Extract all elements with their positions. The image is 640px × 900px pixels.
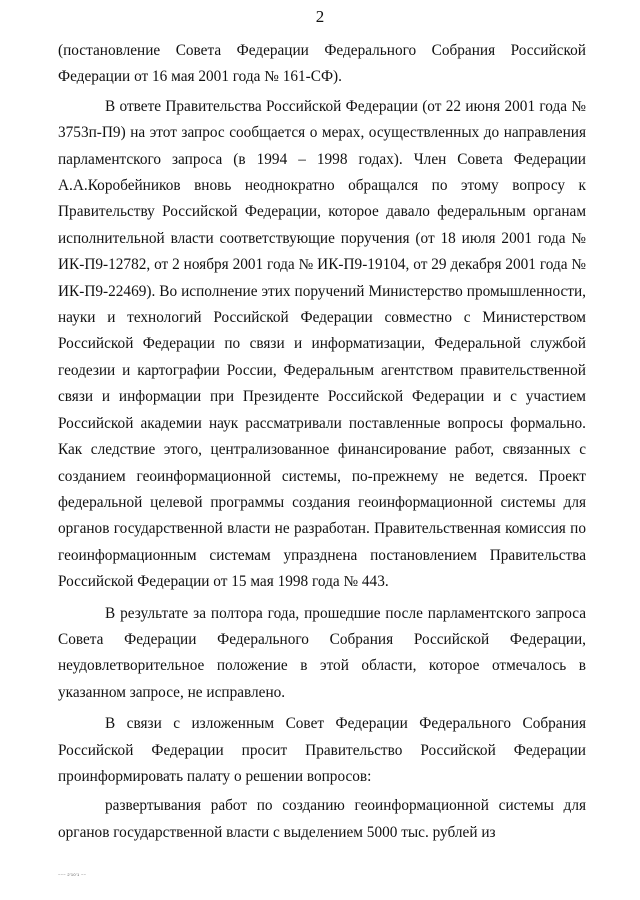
paragraph-deployment-item: развертывания работ по созданию геоинформационной системы для органов государственной власти с выделением 5000 тыс. рублей из (58, 797, 586, 841)
page-number: 2 (315, 7, 325, 26)
paragraph-resolution-reference: (постановление Совета Федерации Федерального Собрания Российской Федерации от 16 мая 2001 года № 161-СФ). (58, 42, 586, 86)
paragraph-request: В связи с изложенным Совет Федерации Федерального Собрания Российской Федерации просит Правительство Российской Федерации проинформировать палату о решении вопросов: (58, 715, 586, 785)
paragraph-government-response: В ответе Правительства Российской Федерации (от 22 июня 2001 года № 3753п-П9) на этот запрос сообщается о мерах, осуществленных до направления парламентского запроса (в 1994 – 1998 годах). Член Совета Федерации А.А.Коробейников вновь неоднократно обращался по этому вопросу к Правительству Российской Федерации, которое давало федеральным органам исполнительной власти соответствующие поручения (от 18 июля 2001 года № ИК-П9-12782, от 2 ноября 2001 года № ИК-П9-19104, от 29 декабря 2001 года № ИК-П9-22469). Во исполнение этих поручений Министерство промышленности, науки и технологий Российской Федерации совместно с Министерством Российской Федерации по связи и информатизации, Федеральной службой геодезии и картографии России, Федеральным агентством правительственной связи и информации при Президенте Российской Федерации и с участием Российской академии наук рассматривали поставленные вопросы формально. Как следствие этого, централизованное финансирование работ, связанных с созданием геоинформационной системы, по-прежнему не ведется. Проект федеральной целевой программы создания геоинформационной системы для органов государственной власти не разработан. Правительственная комиссия по геоинформационным системам упразднена постановлением Правительства Российской Федерации от 15 мая 1998 года № 443. (58, 97, 586, 591)
document-body (58, 38, 586, 846)
footer-document-code: ~~~ 2'10'1 ~~ (58, 872, 87, 877)
paragraph-result: В результате за полтора года, прошедшие после парламентского запроса Совета Федерации Федерального Собрания Российской Федерации, неудовлетворительное положение в этой области, которое отмечалось в указанном запросе, не исправлено. (58, 604, 586, 701)
